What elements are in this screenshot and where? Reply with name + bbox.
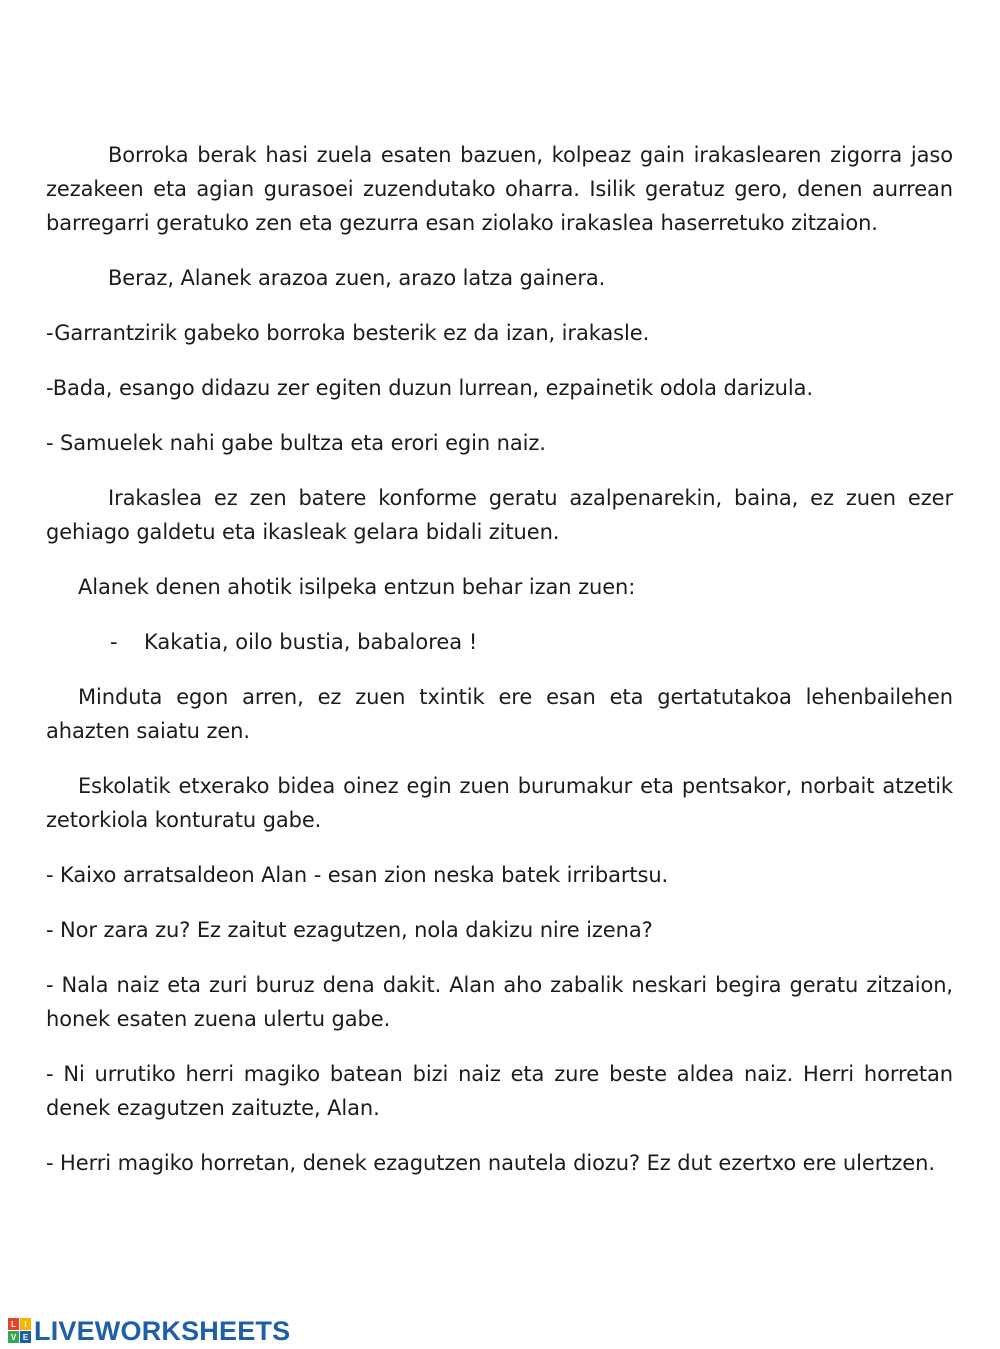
- bullet-text: Kakatia, oilo bustia, babalorea !: [144, 630, 478, 654]
- liveworksheets-logo: [8, 1316, 290, 1346]
- svg-text:V: V: [10, 1333, 17, 1342]
- svg-text:I: I: [24, 1320, 27, 1329]
- paragraph: Alanek denen ahotik isilpeka entzun behar izan zuen:: [78, 575, 636, 599]
- dialogue-line: -Bada, esango didazu zer egiten duzun lurrean, ezpainetik odola darizula.: [46, 376, 813, 400]
- bullet-item: [110, 625, 953, 659]
- paragraph: Beraz, Alanek arazoa zuen, arazo latza gainera.: [108, 266, 606, 290]
- paragraph: Borroka berak hasi zuela esaten bazuen, kolpeaz gain irakaslearen zigorra jaso zezakeen eta agian gurasoei zuzendutako oharra. Isilik geratuz gero, denen aurrean barregarri geratuko zen eta gezurra esan ziolako irakaslea haserretuko zitzaion.: [46, 143, 953, 235]
- dialogue-line: - Samuelek nahi gabe bultza eta erori egin naiz.: [46, 431, 546, 455]
- svg-text:E: E: [22, 1333, 29, 1342]
- dialogue-line: - Nala naiz eta zuri buruz dena dakit. Alan aho zabalik neskari begira geratu zitzaion, honek esaten zuena ulertu gabe.: [46, 973, 953, 1031]
- bullet-dash: -: [110, 630, 118, 654]
- paragraph: Minduta egon arren, ez zuen txintik ere esan eta gertatutakoa lehenbailehen ahazten saiatu zen.: [46, 685, 953, 743]
- dialogue-line: - Kaixo arratsaldeon Alan - esan zion neska batek irribartsu.: [46, 863, 669, 887]
- dialogue-line: - Nor zara zu? Ez zaitut ezagutzen, nola dakizu nire izena?: [46, 918, 653, 942]
- dialogue-line: -Garrantzirik gabeko borroka besterik ez da izan, irakasle.: [46, 321, 650, 345]
- dialogue-line: - Ni urrutiko herri magiko batean bizi naiz eta zure beste aldea naiz. Herri horretan denek ezagutzen zaituzte, Alan.: [46, 1062, 953, 1120]
- document-body: [46, 138, 953, 1201]
- logo-text: LIVEWORKSHEETS: [34, 1315, 291, 1346]
- dialogue-line: - Herri magiko horretan, denek ezagutzen nautela diozu? Ez dut ezertxo ere ulertzen.: [46, 1151, 935, 1175]
- liveworksheets-icon: [8, 1318, 32, 1344]
- svg-text:L: L: [11, 1320, 16, 1329]
- paragraph: Eskolatik etxerako bidea oinez egin zuen burumakur eta pentsakor, norbait atzetik zetorkiola konturatu gabe.: [46, 774, 953, 832]
- paragraph: Irakaslea ez zen batere konforme geratu azalpenarekin, baina, ez zuen ezer gehiago galdetu eta ikasleak gelara bidali zituen.: [46, 486, 953, 544]
